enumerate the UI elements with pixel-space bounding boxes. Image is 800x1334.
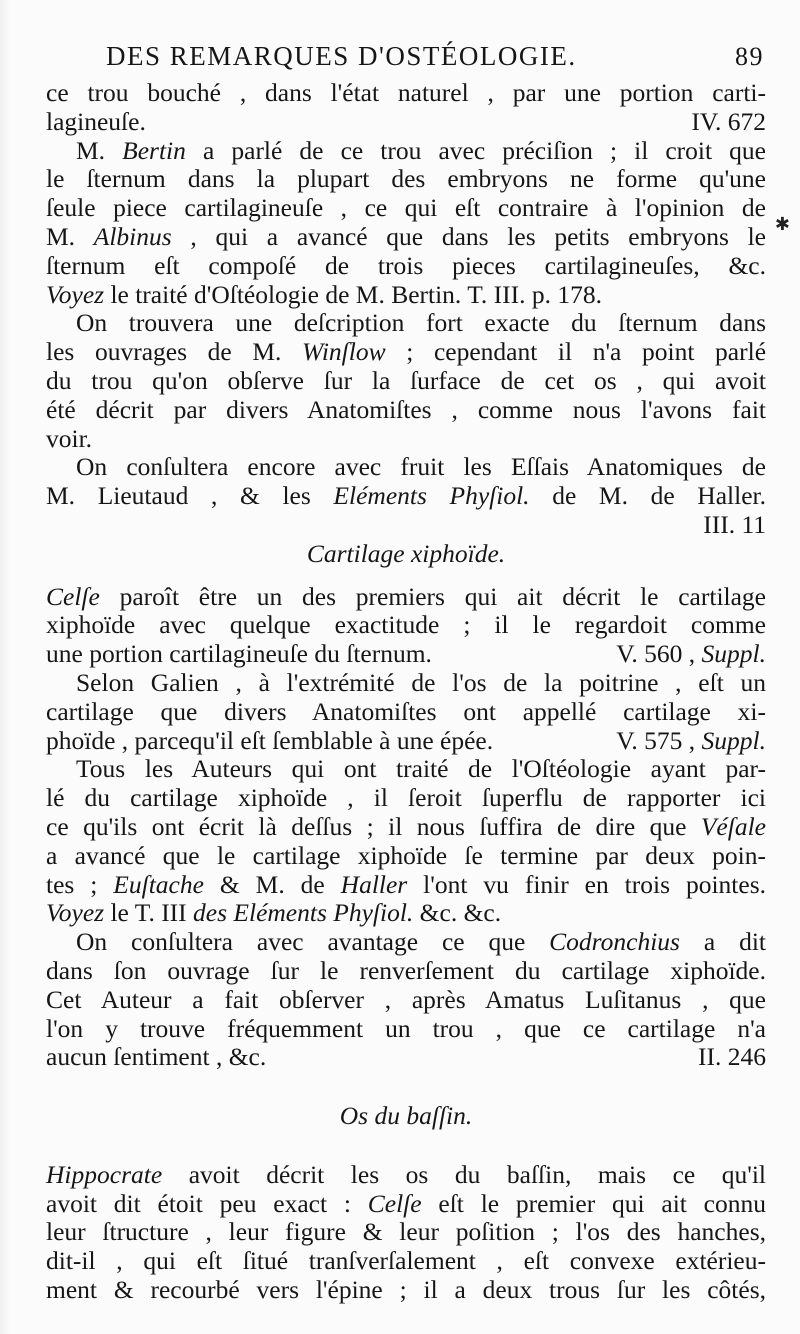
paragraph-7	[46, 755, 766, 928]
text-span: M.	[46, 221, 94, 251]
text-span: V. 560 ,	[616, 639, 702, 669]
paragraph-8	[46, 928, 766, 1072]
text-span: avoit dit étoit peu exact :	[46, 1188, 368, 1218]
text-line: ſternum eſt compoſé de trois pieces cartilagineuſes, &c.	[46, 250, 766, 280]
spacer	[46, 1131, 766, 1161]
text-line	[46, 482, 766, 511]
volume-reference: II. 246	[698, 1042, 766, 1072]
text-span: eſt le premier qui ait connu	[421, 1188, 766, 1218]
text-line: ce trou bouché , dans l'état naturel , par une portion carti-	[46, 78, 766, 107]
author-name: Euſtache	[113, 869, 204, 899]
text-line: été décrit par divers Anatomiſtes , comme nous l'avons fait	[46, 394, 766, 424]
text-line	[46, 583, 766, 612]
running-head	[46, 38, 766, 75]
text-line: le ſternum dans la plupart des embryons ne forme qu'une	[46, 164, 766, 194]
spacer	[46, 569, 766, 583]
text-block	[46, 38, 766, 1305]
author-name: Codronchius	[549, 927, 680, 957]
text-line: ment & recourbé vers l'épine ; il a deux trous ſur les côtés,	[46, 1275, 766, 1305]
text-line: cartilage que divers Anatomiſtes ont appellé cartilage xi-	[46, 696, 766, 726]
running-title: DES REMARQUES D'OSTÉOLOGIE.	[106, 41, 577, 71]
supplement-label: Suppl.	[701, 725, 766, 755]
paragraph-2	[46, 137, 766, 310]
voyez-word: Voyez	[46, 898, 105, 928]
text-span: phoïde , parcequ'il eſt ſemblable à une épée.	[46, 725, 494, 755]
text-line	[46, 1190, 766, 1219]
section-heading-pelvis: Os du baſſin.	[339, 1101, 473, 1131]
paragraph-9	[46, 1161, 766, 1305]
text-span: aucun ſentiment , &c.	[46, 1042, 267, 1072]
text-line: leur ſtructure , leur figure & leur poſition ; l'os des hanches,	[46, 1217, 766, 1247]
text-span: le traité d'Oſtéologie de M. Bertin. T. III. p. 178.	[104, 279, 603, 309]
text-line	[46, 281, 766, 310]
text-line: On trouvera une deſcription fort exacte du ſternum dans	[76, 308, 766, 338]
text-line: a avancé que le cartilage xiphoïde ſe termine par deux poin-	[46, 840, 766, 870]
author-name: Celſe	[367, 1188, 422, 1218]
text-span: a dit	[679, 927, 766, 957]
text-span: M.	[76, 135, 123, 165]
author-name: Hippocrate	[46, 1159, 163, 1189]
text-line: Selon Galien , à l'extrémité de l'os de la poitrine , eſt un	[76, 667, 766, 697]
author-name: Bertin	[122, 135, 186, 165]
work-title: des Eléments Phyſiol.	[193, 898, 414, 928]
author-name: Albinus	[93, 221, 172, 251]
voyez-word: Voyez	[46, 279, 105, 309]
text-line	[46, 899, 766, 928]
text-line: voir.	[46, 423, 93, 453]
text-span: M. Lieutaud , & les	[46, 481, 334, 511]
text-line	[46, 928, 766, 957]
text-span: V. 575 ,	[616, 725, 702, 755]
text-line	[46, 137, 766, 166]
work-title: Eléments Phyſiol.	[333, 481, 530, 511]
text-span: les ouvrages de M.	[46, 337, 302, 367]
text-line	[46, 223, 766, 252]
volume-reference	[616, 640, 766, 669]
text-span: l'ont vu finir en trois pointes.	[407, 869, 766, 899]
paragraph-1	[46, 79, 766, 137]
author-name: Winſlow	[302, 337, 386, 367]
author-name: Haller	[340, 869, 408, 899]
text-line	[46, 727, 766, 756]
paragraph-6	[46, 669, 766, 755]
text-span: a parlé de ce trou avec préciſion ; il croit que	[185, 135, 766, 165]
text-line	[46, 640, 766, 669]
text-line: xiphoïde avec quelque exactitude ; il le regardoit comme	[46, 610, 766, 640]
paragraph-5	[46, 583, 766, 669]
spacer	[46, 1072, 766, 1102]
volume-reference	[616, 727, 766, 756]
text-span: une portion cartilagineuſe du ſternum.	[46, 639, 432, 669]
text-span: ce qu'ils ont écrit là deſſus ; il nous ſuffira de dire que	[46, 811, 701, 841]
text-span: le T. III	[104, 898, 194, 928]
text-span: avoit décrit les os du baſſin, mais ce qu'il	[162, 1159, 766, 1189]
text-line	[46, 1043, 766, 1072]
text-line	[46, 871, 766, 900]
section-heading-xiphoid: Cartilage xiphoïde.	[306, 538, 506, 568]
author-name: Celſe	[46, 581, 100, 611]
text-line	[46, 813, 766, 842]
paragraph-4	[46, 453, 766, 539]
author-name: Véſale	[700, 811, 766, 841]
volume-reference: III. 11	[703, 509, 766, 539]
text-line: On conſultera encore avec fruit les Eſſais Anatomiques de	[76, 452, 766, 482]
text-span: On conſultera avec avantage ce que	[76, 927, 550, 957]
page-number: 89	[735, 42, 764, 71]
text-line	[46, 1161, 766, 1190]
text-span: , qui a avancé que dans les petits embryons le	[171, 221, 766, 251]
supplement-label: Suppl.	[701, 639, 766, 669]
text-span: ; cependant il n'a point parlé	[385, 337, 767, 367]
text-line	[46, 511, 766, 540]
text-span: paroît être un des premiers qui ait décrit le cartilage	[99, 581, 766, 611]
text-line: du trou qu'on obſerve ſur la ſurface de cet os , qui avoit	[46, 365, 766, 395]
text-span: &c. &c.	[413, 898, 502, 928]
margin-mark: ✱	[774, 214, 790, 234]
text-line: l'on y trouve fréquemment un trou , que ce cartilage n'a	[46, 1013, 766, 1043]
text-line: dans ſon ouvrage ſur le renverſement du cartilage xiphoïde.	[46, 955, 766, 985]
text-span: tes ;	[46, 869, 114, 899]
paragraph-3	[46, 309, 766, 453]
text-span: de M. de Haller.	[529, 481, 766, 511]
text-span: lagineuſe.	[46, 106, 146, 136]
text-line: Cet Auteur a fait obſerver , après Amatus Luſitanus , que	[46, 984, 766, 1014]
text-line: dit-il , qui eſt ſitué tranſverſalement , eſt convexe extérieu-	[46, 1246, 766, 1276]
volume-reference: IV. 672	[691, 106, 766, 136]
text-line	[46, 108, 766, 137]
text-line: lé du cartilage xiphoïde , il ſeroit ſuperflu de rapporter ici	[46, 783, 766, 813]
text-line: Tous les Auteurs qui ont traité de l'Oſtéologie ayant par-	[76, 754, 766, 784]
text-span: & M. de	[203, 869, 341, 899]
text-line	[46, 338, 766, 367]
text-line: ſeule piece cartilagineuſe , ce qui eſt contraire à l'opinion de	[46, 193, 766, 223]
